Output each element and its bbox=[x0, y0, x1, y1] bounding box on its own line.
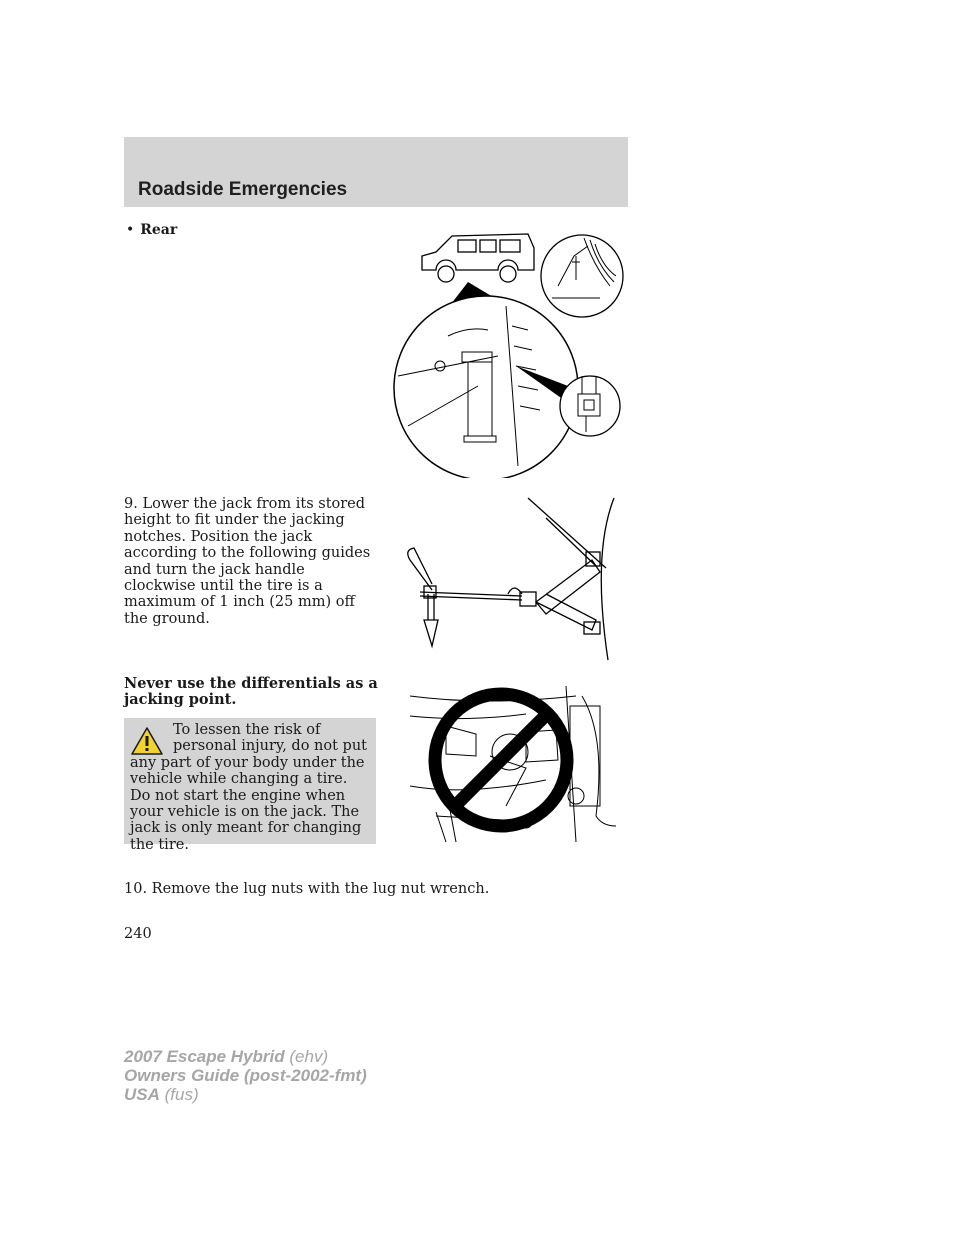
footer-model-code: (ehv) bbox=[284, 1047, 329, 1066]
rear-jacking-point-illustration bbox=[388, 226, 624, 478]
scissor-jack-illustration bbox=[396, 494, 622, 662]
footer-line-1 bbox=[124, 1047, 367, 1066]
footer-line-2 bbox=[124, 1066, 367, 1085]
differential-warning-heading: Never use the differentials as a jacking point. bbox=[124, 675, 378, 709]
footer-market-code: (fus) bbox=[159, 1085, 199, 1104]
footer-line-3 bbox=[124, 1085, 367, 1104]
footer-model: 2007 Escape Hybrid bbox=[124, 1047, 285, 1066]
document-footer bbox=[124, 1047, 367, 1104]
page-number: 240 bbox=[124, 926, 152, 942]
differential-prohibited-illustration bbox=[406, 676, 622, 844]
warning-text bbox=[130, 722, 370, 853]
step-10-instructions: 10. Remove the lug nuts with the lug nut wrench. bbox=[124, 881, 490, 897]
bullet-label: Rear bbox=[140, 222, 178, 238]
bullet-rear bbox=[126, 222, 177, 238]
warning-body: To lessen the risk of personal injury, do not put any part of your body under the vehicle while changing a tire. Do not start the engine when your vehicle is on the jack. The jack is only meant for changing the tire. bbox=[130, 722, 367, 853]
warning-icon-space bbox=[130, 722, 173, 752]
footer-market: USA bbox=[124, 1085, 160, 1104]
bullet-symbol: • bbox=[126, 222, 135, 238]
step-9-instructions: 9. Lower the jack from its stored height to fit under the jacking notches. Position the jack according to the following guides and turn the jack handle clockwise until the tire is a maximum of 1 inch (25 mm) off the ground. bbox=[124, 496, 371, 627]
warning-box bbox=[124, 718, 376, 853]
section-header-band bbox=[124, 137, 628, 207]
section-title: Roadside Emergencies bbox=[138, 179, 348, 200]
footer-guide: Owners Guide (post-2002-fmt) bbox=[124, 1066, 367, 1085]
